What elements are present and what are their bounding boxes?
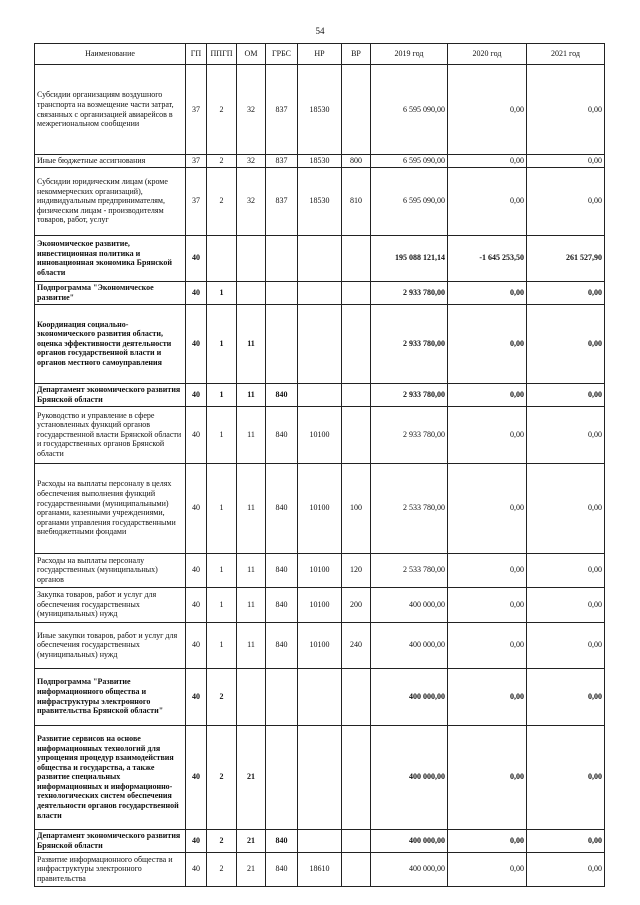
row-amount-2021: 0,00 (527, 587, 605, 622)
row-ppgp: 1 (207, 463, 237, 553)
row-grbs: 840 (266, 406, 298, 463)
row-amount-2021: 0,00 (527, 668, 605, 725)
row-gp: 37 (186, 155, 207, 168)
row-amount-2020: 0,00 (448, 406, 527, 463)
header-2019: 2019 год (371, 44, 448, 65)
row-grbs: 837 (266, 155, 298, 168)
row-amount-2020: 0,00 (448, 852, 527, 886)
row-vr (342, 829, 371, 852)
row-name: Экономическое развитие, инвестиционная политика и инновационная экономика Брянской области (35, 235, 186, 281)
row-name: Подпрограмма "Экономическое развитие" (35, 281, 186, 304)
row-amount-2021: 261 527,90 (527, 235, 605, 281)
row-ppgp (207, 235, 237, 281)
row-ppgp: 1 (207, 383, 237, 406)
row-grbs (266, 668, 298, 725)
row-vr (342, 725, 371, 829)
row-amount-2021: 0,00 (527, 829, 605, 852)
row-ppgp: 2 (207, 155, 237, 168)
row-amount-2019: 6 595 090,00 (371, 167, 448, 235)
row-nr (298, 304, 342, 383)
row-nr: 10100 (298, 406, 342, 463)
row-amount-2019: 2 533 780,00 (371, 553, 448, 587)
row-om: 21 (237, 725, 266, 829)
row-gp: 40 (186, 406, 207, 463)
row-vr (342, 668, 371, 725)
row-ppgp: 1 (207, 587, 237, 622)
row-gp: 40 (186, 281, 207, 304)
row-amount-2021: 0,00 (527, 622, 605, 668)
row-amount-2019: 6 595 090,00 (371, 65, 448, 155)
row-name: Департамент экономического развития Брянской области (35, 383, 186, 406)
row-om: 11 (237, 463, 266, 553)
row-nr (298, 235, 342, 281)
row-nr (298, 725, 342, 829)
row-amount-2019: 2 533 780,00 (371, 463, 448, 553)
table-row (35, 235, 605, 281)
table-row (35, 463, 605, 553)
row-amount-2020: 0,00 (448, 281, 527, 304)
row-nr (298, 829, 342, 852)
row-ppgp: 2 (207, 167, 237, 235)
row-nr (298, 281, 342, 304)
header-ppgp: ППГП (207, 44, 237, 65)
row-gp: 40 (186, 553, 207, 587)
row-amount-2021: 0,00 (527, 167, 605, 235)
row-grbs: 840 (266, 587, 298, 622)
row-grbs: 840 (266, 852, 298, 886)
header-2021: 2021 год (527, 44, 605, 65)
row-amount-2019: 400 000,00 (371, 622, 448, 668)
row-ppgp: 1 (207, 406, 237, 463)
row-amount-2021: 0,00 (527, 155, 605, 168)
row-grbs: 840 (266, 553, 298, 587)
row-vr (342, 852, 371, 886)
row-ppgp: 2 (207, 668, 237, 725)
header-grbs: ГРБС (266, 44, 298, 65)
row-amount-2021: 0,00 (527, 281, 605, 304)
table-row (35, 553, 605, 587)
row-name: Расходы на выплаты персоналу государственных (муниципальных) органов (35, 553, 186, 587)
row-name: Расходы на выплаты персоналу в целях обеспечения выполнения функций государственными (муниципальными) органами, казенными учреждениями, органами управления государственными внебюджетными фондами (35, 463, 186, 553)
row-nr (298, 668, 342, 725)
row-amount-2019: 2 933 780,00 (371, 281, 448, 304)
table-row (35, 281, 605, 304)
row-grbs: 840 (266, 383, 298, 406)
row-vr: 200 (342, 587, 371, 622)
row-amount-2021: 0,00 (527, 553, 605, 587)
table-row (35, 383, 605, 406)
row-grbs: 840 (266, 622, 298, 668)
row-amount-2021: 0,00 (527, 725, 605, 829)
row-vr (342, 235, 371, 281)
row-om: 32 (237, 155, 266, 168)
row-om: 11 (237, 304, 266, 383)
row-amount-2019: 400 000,00 (371, 852, 448, 886)
budget-table (34, 43, 605, 887)
row-amount-2020: 0,00 (448, 725, 527, 829)
row-nr: 18530 (298, 65, 342, 155)
row-vr (342, 281, 371, 304)
row-gp: 40 (186, 383, 207, 406)
row-name: Координация социально-экономического развития области, оценка эффективности деятельности органов государственной власти и органов местного самоуправления (35, 304, 186, 383)
row-amount-2020: -1 645 253,50 (448, 235, 527, 281)
row-om: 11 (237, 553, 266, 587)
row-om: 21 (237, 829, 266, 852)
row-ppgp: 1 (207, 622, 237, 668)
row-nr: 10100 (298, 553, 342, 587)
row-amount-2021: 0,00 (527, 65, 605, 155)
row-amount-2020: 0,00 (448, 668, 527, 725)
row-amount-2020: 0,00 (448, 155, 527, 168)
row-om: 11 (237, 406, 266, 463)
row-amount-2019: 2 933 780,00 (371, 406, 448, 463)
row-grbs: 837 (266, 65, 298, 155)
row-amount-2021: 0,00 (527, 463, 605, 553)
row-nr: 10100 (298, 587, 342, 622)
row-vr: 800 (342, 155, 371, 168)
row-name: Субсидии юридическим лицам (кроме некоммерческих организаций), индивидуальным предпринимателям, физическим лицам - производителям товаров, работ, услуг (35, 167, 186, 235)
table-row (35, 852, 605, 886)
row-gp: 40 (186, 622, 207, 668)
row-om: 11 (237, 383, 266, 406)
page-number: 54 (315, 26, 325, 36)
header-name: Наименование (35, 44, 186, 65)
row-gp: 40 (186, 587, 207, 622)
row-amount-2021: 0,00 (527, 304, 605, 383)
header-2020: 2020 год (448, 44, 527, 65)
row-amount-2019: 400 000,00 (371, 668, 448, 725)
row-amount-2021: 0,00 (527, 852, 605, 886)
table-row (35, 65, 605, 155)
row-vr: 810 (342, 167, 371, 235)
row-name: Субсидии организациям воздушного транспорта на возмещение части затрат, связанных с организацией авиарейсов в межрегиональном сообщении (35, 65, 186, 155)
row-amount-2019: 400 000,00 (371, 829, 448, 852)
table-row (35, 406, 605, 463)
row-vr (342, 406, 371, 463)
row-om (237, 668, 266, 725)
table-row (35, 155, 605, 168)
row-grbs: 837 (266, 167, 298, 235)
row-grbs (266, 281, 298, 304)
row-nr: 10100 (298, 622, 342, 668)
row-vr (342, 65, 371, 155)
row-gp: 40 (186, 852, 207, 886)
row-name: Развитие сервисов на основе информационных технологий для упрощения процедур взаимодействия общества и государства, а также развитие специальных информационных и информационно-технологических систем обеспечения деятельности органов государственной власти (35, 725, 186, 829)
row-ppgp: 2 (207, 852, 237, 886)
row-ppgp: 2 (207, 829, 237, 852)
row-amount-2019: 400 000,00 (371, 587, 448, 622)
row-amount-2021: 0,00 (527, 406, 605, 463)
row-name: Развитие информационного общества и инфраструктуры электронного правительства (35, 852, 186, 886)
row-gp: 37 (186, 65, 207, 155)
table-row (35, 622, 605, 668)
row-amount-2020: 0,00 (448, 304, 527, 383)
row-amount-2020: 0,00 (448, 587, 527, 622)
row-name: Департамент экономического развития Брянской области (35, 829, 186, 852)
table-row (35, 725, 605, 829)
row-nr: 18530 (298, 167, 342, 235)
row-nr: 18530 (298, 155, 342, 168)
row-amount-2020: 0,00 (448, 463, 527, 553)
row-amount-2019: 195 088 121,14 (371, 235, 448, 281)
row-om: 11 (237, 587, 266, 622)
row-amount-2020: 0,00 (448, 553, 527, 587)
row-om (237, 235, 266, 281)
row-ppgp: 1 (207, 553, 237, 587)
table-row (35, 304, 605, 383)
row-nr (298, 383, 342, 406)
row-amount-2020: 0,00 (448, 622, 527, 668)
row-gp: 40 (186, 235, 207, 281)
table-row (35, 587, 605, 622)
header-row (35, 44, 605, 65)
table-row (35, 668, 605, 725)
row-amount-2020: 0,00 (448, 65, 527, 155)
row-nr: 10100 (298, 463, 342, 553)
row-amount-2020: 0,00 (448, 383, 527, 406)
row-amount-2021: 0,00 (527, 383, 605, 406)
row-amount-2020: 0,00 (448, 167, 527, 235)
header-gp: ГП (186, 44, 207, 65)
row-name: Подпрограмма "Развитие информационного общества и инфраструктуры электронного правительства Брянской области" (35, 668, 186, 725)
row-om: 32 (237, 167, 266, 235)
header-nr: НР (298, 44, 342, 65)
row-om: 21 (237, 852, 266, 886)
row-amount-2019: 6 595 090,00 (371, 155, 448, 168)
row-ppgp: 1 (207, 281, 237, 304)
row-name: Руководство и управление в сфере установленных функций органов государственной власти Брянской области и государственных органов Брянской области (35, 406, 186, 463)
row-name: Иные закупки товаров, работ и услуг для обеспечения государственных (муниципальных) нужд (35, 622, 186, 668)
header-om: ОМ (237, 44, 266, 65)
row-om: 32 (237, 65, 266, 155)
row-amount-2019: 400 000,00 (371, 725, 448, 829)
row-name: Закупка товаров, работ и услуг для обеспечения государственных (муниципальных) нужд (35, 587, 186, 622)
row-gp: 40 (186, 668, 207, 725)
row-grbs: 840 (266, 829, 298, 852)
row-vr (342, 304, 371, 383)
row-amount-2019: 2 933 780,00 (371, 383, 448, 406)
table-row (35, 829, 605, 852)
row-grbs (266, 235, 298, 281)
row-ppgp: 2 (207, 65, 237, 155)
row-om: 11 (237, 622, 266, 668)
header-vr: ВР (342, 44, 371, 65)
row-vr: 120 (342, 553, 371, 587)
row-gp: 40 (186, 463, 207, 553)
row-vr: 240 (342, 622, 371, 668)
row-gp: 40 (186, 829, 207, 852)
row-ppgp: 2 (207, 725, 237, 829)
row-name: Иные бюджетные ассигнования (35, 155, 186, 168)
row-om (237, 281, 266, 304)
row-gp: 40 (186, 304, 207, 383)
row-grbs (266, 304, 298, 383)
row-nr: 18610 (298, 852, 342, 886)
row-gp: 37 (186, 167, 207, 235)
row-grbs: 840 (266, 463, 298, 553)
row-amount-2019: 2 933 780,00 (371, 304, 448, 383)
row-grbs (266, 725, 298, 829)
row-vr (342, 383, 371, 406)
row-ppgp: 1 (207, 304, 237, 383)
table-row (35, 167, 605, 235)
row-amount-2020: 0,00 (448, 829, 527, 852)
row-gp: 40 (186, 725, 207, 829)
row-vr: 100 (342, 463, 371, 553)
